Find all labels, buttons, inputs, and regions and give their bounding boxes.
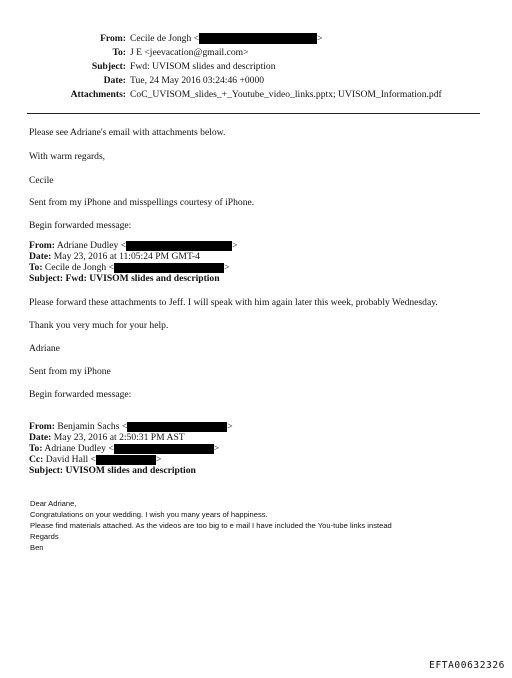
body-line: Begin forwarded message: xyxy=(29,389,132,400)
header-from-row xyxy=(0,32,512,46)
header-date-row xyxy=(0,74,512,88)
forward1-subject-value: Fwd: UVISOM slides and description xyxy=(65,273,220,284)
message-line: Please find materials attached. As the videos are too big to e mail I have included the You-tube links instead xyxy=(30,521,392,530)
forward1-to-row: To: Cecile de Jongh < > xyxy=(29,262,230,273)
forward1-from-row: From: Adriane Dudley < > xyxy=(29,240,238,251)
body-line: Adriane xyxy=(29,343,60,354)
body-line: Sent from my iPhone xyxy=(29,366,111,377)
header-date-value: Tue, 24 May 2016 03:24:46 +0000 xyxy=(130,75,265,86)
forward2-date-row xyxy=(29,432,185,443)
forward2-to-row: To: Adriane Dudley < > xyxy=(29,443,220,454)
header-attachments-row xyxy=(0,88,512,102)
header-subject-label: Subject: xyxy=(91,61,126,72)
redaction-bar xyxy=(114,444,214,454)
message-line: Dear Adriane, xyxy=(30,499,77,508)
redaction-bar xyxy=(126,241,232,251)
forward2-cc-row: Cc: David Hall < > xyxy=(29,454,162,465)
redaction-bar xyxy=(114,263,224,273)
header-from-value: Cecile de Jongh < > xyxy=(130,33,323,44)
body-line: Cecile xyxy=(29,175,54,186)
body-line: With warm regards, xyxy=(29,151,106,162)
forward1-subject-row xyxy=(29,273,220,284)
message-line: Congratulations on your wedding. I wish you many years of happiness. xyxy=(30,510,268,519)
body-line: Please forward these attachments to Jeff. I will speak with him again later this week, probably Wednesday. xyxy=(29,297,438,308)
header-date-label: Date: xyxy=(103,75,126,86)
header-attachments-label: Attachments: xyxy=(70,89,126,100)
forward2-subject-label: Subject: xyxy=(29,465,64,476)
document-id: EFTA00632326 xyxy=(429,660,505,671)
header-subject-row xyxy=(0,60,512,74)
forward1-from-label: From: xyxy=(29,240,55,251)
message-line: Ben xyxy=(30,543,44,552)
header-subject-value: Fwd: UVISOM slides and description xyxy=(130,61,276,72)
forward2-date-value: May 23, 2016 at 2:50:31 PM AST xyxy=(53,432,185,443)
forward1-to-value: Cecile de Jongh < xyxy=(44,262,115,273)
forward1-subject-label: Subject: xyxy=(29,273,64,284)
header-divider xyxy=(27,113,480,114)
redaction-bar xyxy=(127,422,227,432)
forward2-subject-row xyxy=(29,465,196,476)
forward2-from-label: From: xyxy=(29,421,55,432)
message-line: Regards xyxy=(30,532,59,541)
forward2-to-value: Adriane Dudley < xyxy=(44,443,114,454)
forward1-to-label: To: xyxy=(29,262,43,273)
redaction-bar xyxy=(199,33,317,44)
header-attachments-value: CoC_UVISOM_slides_+_Youtube_video_links.pptx; UVISOM_Information.pdf xyxy=(130,89,442,100)
forward2-from-value: Benjamin Sachs < xyxy=(57,421,128,432)
redaction-bar xyxy=(96,455,156,465)
header-to-label: To: xyxy=(112,47,126,58)
header-to-value: J E <jeevacation@gmail.com> xyxy=(130,47,249,58)
body-line: Sent from my iPhone and misspellings courtesy of iPhone. xyxy=(29,197,255,208)
forward2-to-label: To: xyxy=(29,443,43,454)
body-line: Please see Adriane's email with attachments below. xyxy=(29,127,226,138)
header-to-row xyxy=(0,46,512,60)
forward1-date-label: Date: xyxy=(29,251,52,262)
body-line: Thank you very much for your help. xyxy=(29,320,169,331)
forward2-cc-value: David Hall < xyxy=(45,454,96,465)
header-from-label: From: xyxy=(100,33,126,44)
forward1-from-value: Adriane Dudley < xyxy=(56,240,127,251)
forward2-from-row: From: Benjamin Sachs < > xyxy=(29,421,233,432)
forward2-subject-value: UVISOM slides and description xyxy=(65,465,196,476)
body-line: Begin forwarded message: xyxy=(29,220,132,231)
forward1-date-value: May 23, 2016 at 11:05:24 PM GMT-4 xyxy=(53,251,200,262)
forward2-date-label: Date: xyxy=(29,432,52,443)
forward1-date-row xyxy=(29,251,200,262)
forward2-cc-label: Cc: xyxy=(29,454,44,465)
